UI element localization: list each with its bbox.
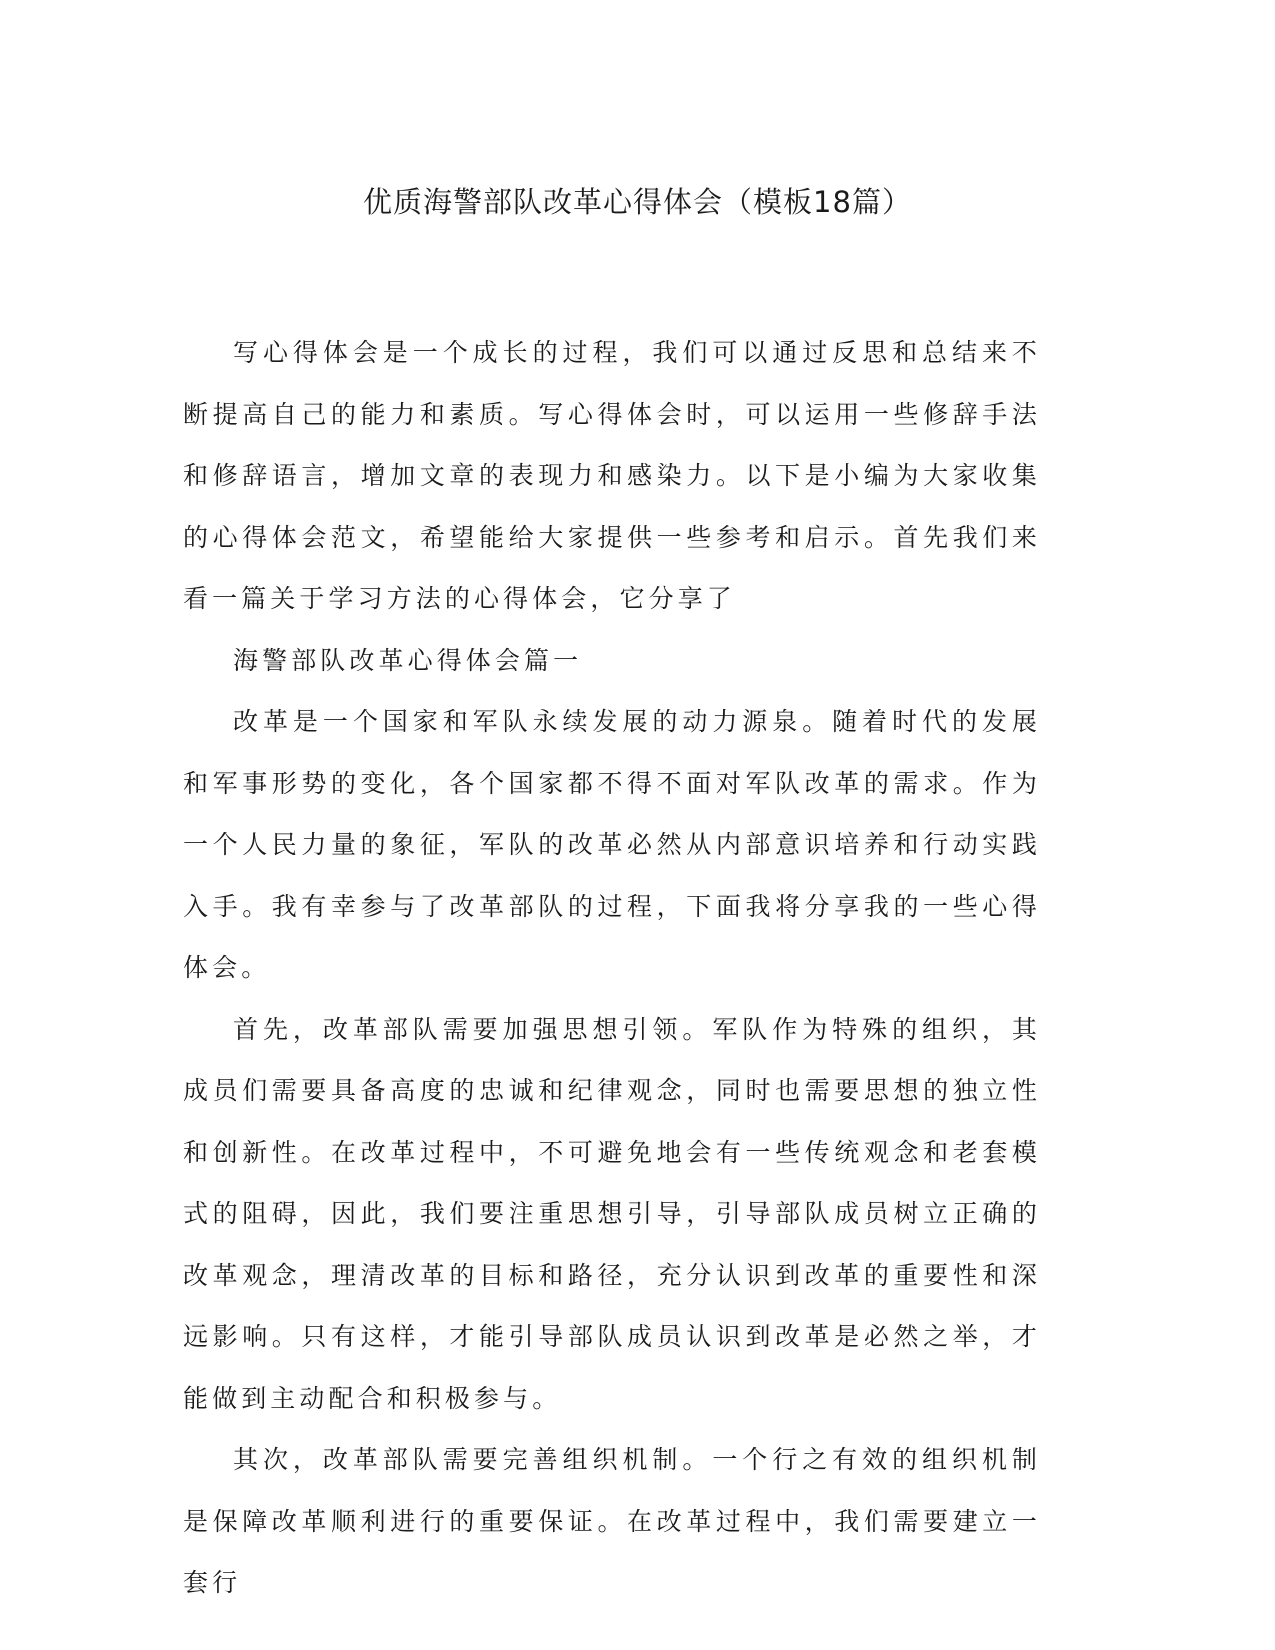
body-paragraph: 其次，改革部队需要完善组织机制。一个行之有效的组织机制是保障改革顺利进行的重要保证。在改革过程中，我们需要建立一套行 [183, 1445, 1041, 1597]
section-heading: 海警部队改革心得体会篇一 [233, 645, 583, 675]
body-paragraph: 改革是一个国家和军队永续发展的动力源泉。随着时代的发展和军事形势的变化，各个国家都不得不面对军队改革的需求。作为一个人民力量的象征，军队的改革必然从内部意识培养和行动实践入手。我有幸参与了改革部队的过程，下面我将分享我的一些心得体会。 [183, 707, 1041, 982]
intro-paragraph: 写心得体会是一个成长的过程，我们可以通过反思和总结来不断提高自己的能力和素质。写心得体会时，可以运用一些修辞手法和修辞语言，增加文章的表现力和感染力。以下是小编为大家收集的心得体会范文，希望能给大家提供一些参考和启示。首先我们来看一篇关于学习方法的心得体会，它分享了 [183, 338, 1041, 613]
body-paragraph: 首先，改革部队需要加强思想引领。军队作为特殊的组织，其成员们需要具备高度的忠诚和纪律观念，同时也需要思想的独立性和创新性。在改革过程中，不可避免地会有一些传统观念和老套模式的阻碍，因此，我们要注重思想引导，引导部队成员树立正确的改革观念，理清改革的目标和路径，充分认识到改革的重要性和深远影响。只有这样，才能引导部队成员认识到改革是必然之举，才能做到主动配合和积极参与。 [183, 1014, 1041, 1413]
document-title: 优质海警部队改革心得体会（模板18篇） [363, 185, 912, 219]
document-body [183, 322, 1041, 1614]
